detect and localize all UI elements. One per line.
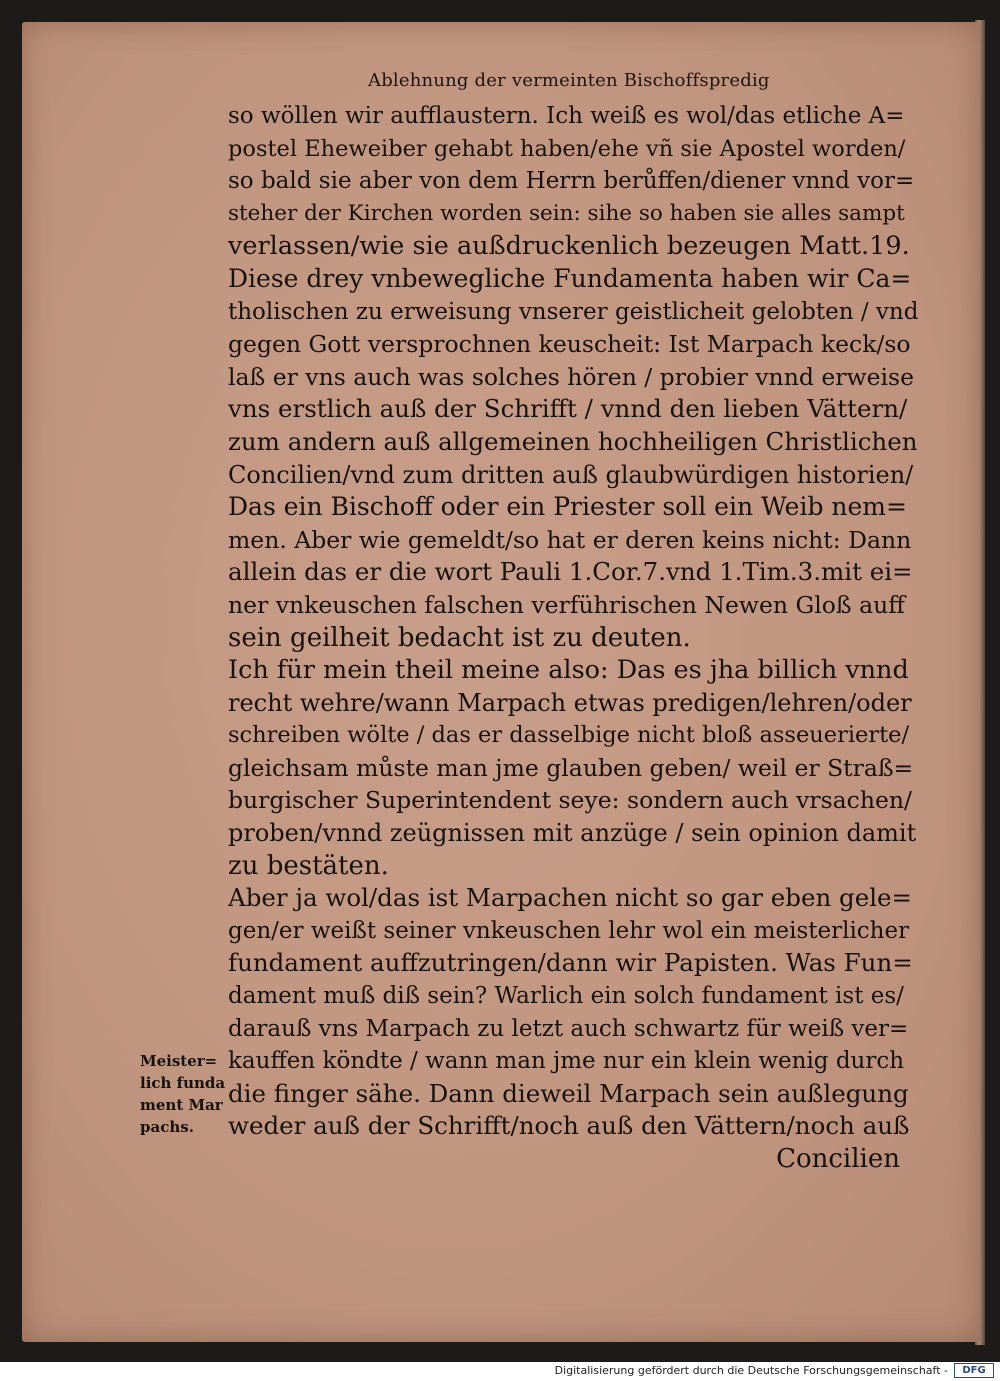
text-line: weder auß der Schrifft/noch auß den Vättern/noch auß [228, 1111, 910, 1141]
text-line: Das ein Bischoff oder ein Priester soll ein Weib nem= [228, 492, 907, 522]
marginal-note [140, 1050, 236, 1138]
text-line: laß er vns auch was solches hören / probier vnnd erweise [228, 362, 914, 391]
text-line: Aber ja wol/das ist Marpachen nicht so gar eben gele= [228, 883, 913, 913]
text-line: fundament auffzutringen/dann wir Papisten. Was Fun= [228, 948, 913, 978]
text-line: allein das er die wort Pauli 1.Cor.7.vnd 1.Tim.3.mit ei= [228, 557, 913, 587]
funding-credit: Digitalisierung gefördert durch die Deutsche Forschungsgemeinschaft - [554, 1364, 948, 1377]
text-line: gleichsam můste man jme glauben geben/ weil er Straß= [228, 753, 914, 782]
text-line: proben/vnnd zeügnissen mit anzüge / sein opinion damit [228, 819, 917, 848]
text-line: tholischen zu erweisung vnserer geistlicheit gelobten / vnd [228, 298, 919, 325]
text-line: gen/er weißt seiner vnkeuschen lehr wol ein meisterlicher [228, 917, 910, 944]
marginal-note-line: lich funda [140, 1074, 226, 1092]
text-line: Concilien/vnd zum dritten auß glaubwürdigen historien/ [228, 460, 914, 489]
text-line: dament muß diß sein? Warlich ein solch fundament ist es/ [228, 983, 904, 1010]
text-line: so bald sie aber von dem Herrn berůffen/diener vnnd vor= [228, 168, 915, 195]
text-line: zu bestäten. [228, 850, 389, 881]
text-line: steher der Kirchen worden sein: sihe so haben sie alles sampt [228, 200, 905, 226]
marginal-note-line: ment Mar [140, 1096, 223, 1114]
text-line: sein geilheit bedacht ist zu deuten. [228, 622, 691, 653]
text-line: postel Eheweiber gehabt haben/ehe vñ sie Apostel worden/ [228, 135, 906, 162]
text-line: men. Aber wie gemeldt/so hat er deren keins nicht: Dann [228, 525, 912, 554]
marginal-note-line: Meister= [140, 1052, 218, 1070]
text-line: darauß vns Marpach zu letzt auch schwartz für weiß ver= [228, 1015, 909, 1042]
text-line: burgischer Superintendent seye: sondern auch vrsachen/ [228, 786, 912, 815]
text-line: so wöllen wir aufflaustern. Ich weiß es wol/das etliche A= [228, 103, 905, 129]
text-line: zum andern auß allgemeinen hochheiligen Christlichen [228, 426, 918, 456]
text-line: Ich für mein theil meine also: Das es jha billich vnnd [228, 655, 909, 686]
text-line: schreiben wölte / das er dasselbige nicht bloß asseuerierte/ [228, 722, 910, 749]
text-line: Diese drey vnbewegliche Fundamenta haben wir Ca= [228, 263, 912, 293]
text-line: kauffen köndte / wann man jme nur ein klein wenig durch [228, 1048, 905, 1075]
catchword: Concilien [776, 1144, 900, 1174]
text-line: die finger sähe. Dann dieweil Marpach sein außlegung [228, 1078, 909, 1108]
text-line: gegen Gott versprochnen keuscheit: Ist Marpach keck/so [228, 330, 911, 359]
text-line: verlassen/wie sie außdruckenlich bezeugen Matt.19. [228, 231, 910, 262]
running-head: Ablehnung der vermeinten Bischoffspredig [368, 70, 770, 91]
dfg-logo: DFG [954, 1363, 994, 1378]
marginal-note-line: pachs. [140, 1118, 194, 1136]
text-line: vns erstlich auß der Schrifft / vnnd den lieben Vättern/ [228, 394, 908, 424]
text-line: ner vnkeuschen falschen verführischen Newen Gloß auff [228, 590, 905, 619]
text-line: recht wehre/wann Marpach etwas predigen/lehren/oder [228, 688, 912, 717]
footer-bar [0, 1362, 1000, 1381]
body-text [228, 100, 918, 1176]
